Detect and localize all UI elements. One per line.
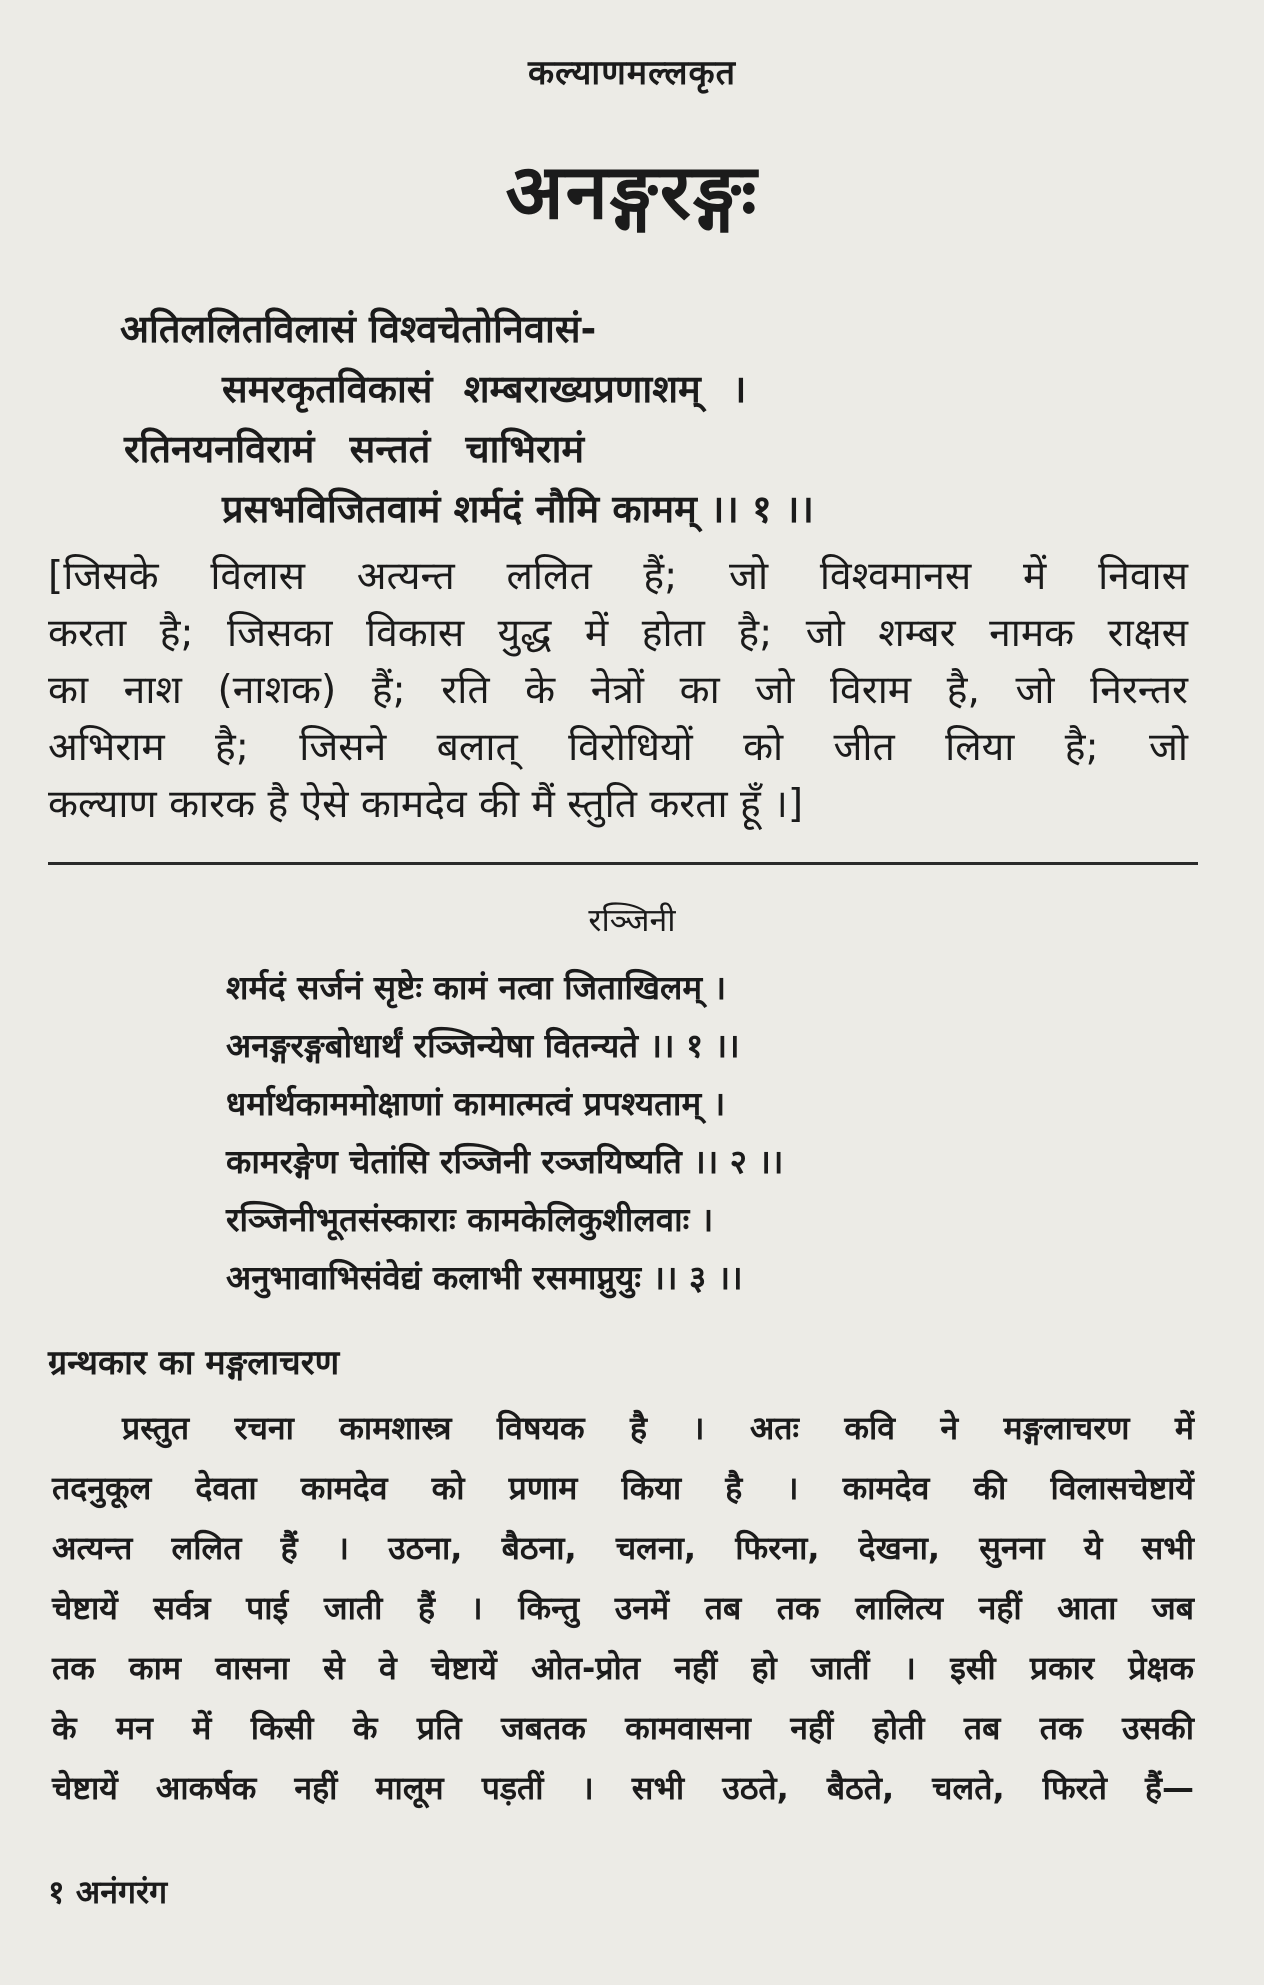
verse-line: प्रसभविजितवामं शर्मदं नौमि कामम् ।। १ ।। xyxy=(222,487,814,531)
body-line: अत्यन्त ललित हैं । उठना, बैठना, चलना, फिरना, देखना, सुनना ये सभी xyxy=(52,1529,1194,1567)
commentary-line: कामरङ्गेण चेतांसि रञ्जिनी रञ्जयिष्यति ।। २ ।। xyxy=(226,1142,784,1181)
verse-line: अतिललितविलासं विश्वचेतोनिवासं- xyxy=(120,307,597,351)
translation-line: [जिसके विलास अत्यन्त ललित हैं; जो विश्वमानस में निवास xyxy=(48,554,1188,599)
commentary-line: धर्मार्थकाममोक्षाणां कामात्मत्वं प्रपश्यताम् । xyxy=(226,1084,726,1123)
commentary-title: रञ्जिनी xyxy=(588,901,676,939)
translation-line: का नाश (नाशक) हैं; रति के नेत्रों का जो विराम है, जो निरन्तर xyxy=(48,668,1188,713)
divider xyxy=(48,862,1198,865)
body-line: तक काम वासना से वे चेष्टायें ओत-प्रोत नहीं हो जातीं । इसी प्रकार प्रेक्षक xyxy=(52,1649,1194,1687)
commentary-line: शर्मदं सर्जनं सृष्टेः कामं नत्वा जिताखिलम् । xyxy=(226,968,727,1007)
body-paragraph xyxy=(52,1398,1194,1818)
body-line: चेष्टायें आकर्षक नहीं मालूम पड़तीं । सभी उठते, बैठते, चलते, फिरते हैं— xyxy=(52,1769,1194,1807)
commentary-line: अनङ्गरङ्गबोधार्थं रञ्जिन्येषा वितन्यते ।। १ ।। xyxy=(226,1026,740,1065)
body-line: प्रस्तुत रचना कामशास्त्र विषयक है । अतः कवि ने मङ्गलाचरण में xyxy=(122,1409,1194,1447)
commentary-line: रञ्जिनीभूतसंस्काराः कामकेलिकुशीलवाः । xyxy=(226,1200,714,1239)
translation-line: अभिराम है; जिसने बलात् विरोधियों को जीत लिया है; जो xyxy=(48,725,1188,770)
verse-line: समरकृतविकासं शम्बराख्यप्रणाशम् । xyxy=(222,367,747,411)
body-line: के मन में किसी के प्रति जबतक कामवासना नहीं होती तब तक उसकी xyxy=(52,1709,1194,1747)
book-title: अनङ्गरङ्गः xyxy=(505,147,759,236)
body-line: तदनुकूल देवता कामदेव को प्रणाम किया है । कामदेव की विलासचेष्टायें xyxy=(52,1469,1194,1507)
translation-line: कल्याण कारक है ऐसे कामदेव की मैं स्तुति करता हूँ ।] xyxy=(48,782,804,827)
body-line: चेष्टायें सर्वत्र पाई जाती हैं । किन्तु उनमें तब तक लालित्य नहीं आता जब xyxy=(52,1589,1194,1627)
verse-line: रतिनयनविरामं सन्ततं चाभिरामं xyxy=(124,427,585,471)
translation-line: करता है; जिसका विकास युद्ध में होता है; जो शम्बर नामक राक्षस xyxy=(48,611,1188,656)
author-line: कल्याणमल्लकृत xyxy=(528,53,736,93)
section-heading: ग्रन्थकार का मङ्गलाचरण xyxy=(48,1343,340,1383)
commentary-line: अनुभावाभिसंवेद्यं कलाभी रसमाप्नुयुः ।। ३ ।। xyxy=(226,1258,743,1297)
page-footer: १ अनंगरंग xyxy=(48,1873,168,1911)
